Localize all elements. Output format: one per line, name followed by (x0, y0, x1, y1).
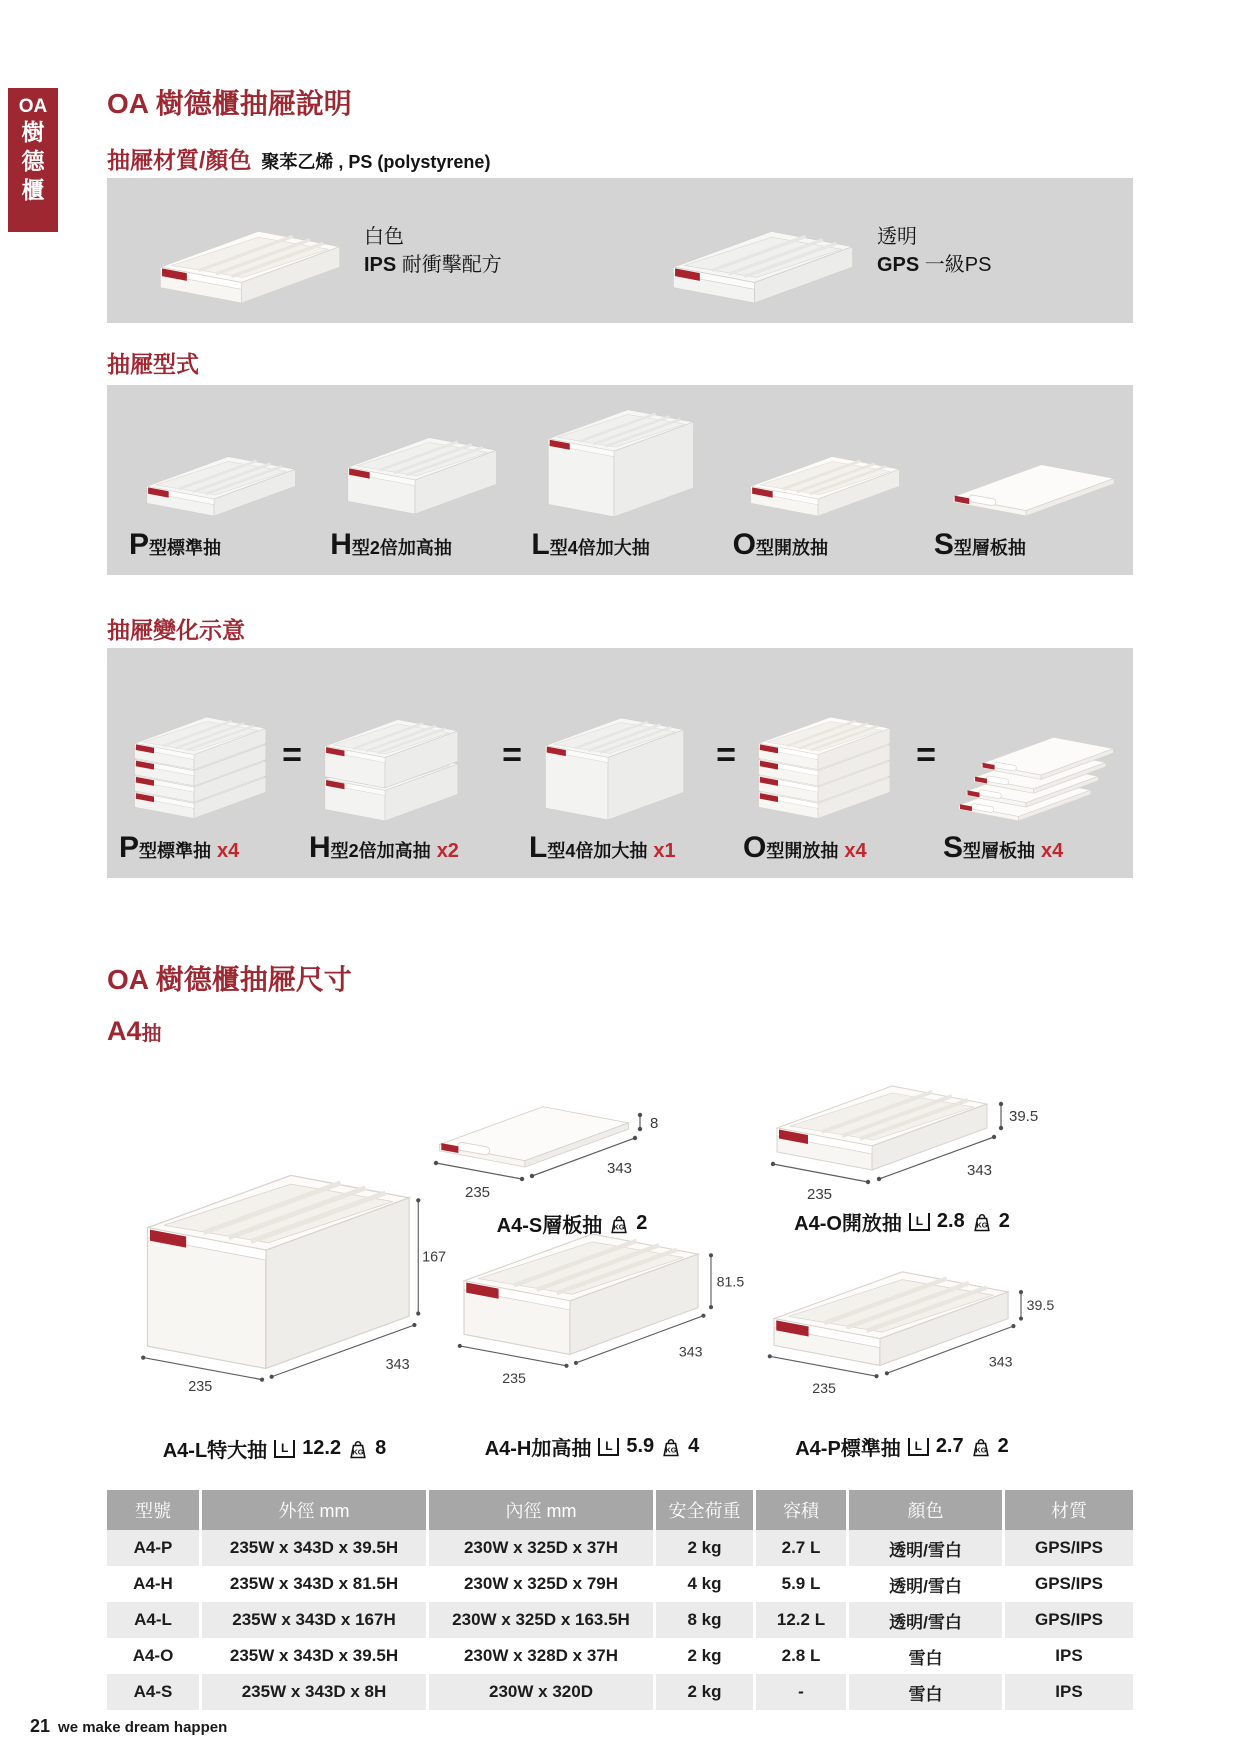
cell-load: 4 kg (656, 1566, 756, 1602)
material-note: 聚苯乙烯 , PS (polystyrene) (261, 152, 491, 172)
cell-color: 雪白 (849, 1674, 1005, 1710)
type-letter: O (732, 528, 756, 561)
type-letter: S (933, 528, 954, 561)
variation-label (119, 831, 239, 865)
type-letter: L (531, 528, 550, 561)
cell-material: GPS/IPS (1005, 1530, 1133, 1566)
type-text: 型層板抽 (953, 538, 1026, 558)
types-band (107, 385, 1133, 575)
dim-width: 235 (465, 1184, 491, 1201)
svg-text:KG: KG (975, 1445, 987, 1455)
equals-sign: = (916, 736, 936, 774)
cell-load: 2 kg (656, 1638, 756, 1674)
liter-icon: L (909, 1213, 930, 1231)
multiplier: x2 (436, 840, 459, 862)
cell-material: GPS/IPS (1005, 1566, 1133, 1602)
a4l-caption (163, 1434, 387, 1463)
equals-sign: = (716, 736, 736, 774)
cell-volume: 2.8 L (756, 1638, 849, 1674)
cell-material: IPS (1005, 1638, 1133, 1674)
liter-value: 2.7 (935, 1435, 964, 1458)
type-image-l (531, 376, 697, 522)
material-band (107, 178, 1133, 323)
variation-label (943, 831, 1063, 865)
figure-name: A4-H加高抽 (484, 1438, 592, 1461)
kg-value: 2 (998, 1210, 1010, 1232)
material-caption-white (364, 223, 502, 279)
cell-color: 透明/雪白 (849, 1566, 1005, 1602)
kg-icon (660, 1435, 682, 1459)
figure-name: A4-L特大抽 (162, 1440, 268, 1462)
dim-depth: 343 (385, 1357, 410, 1374)
variation-item-s (937, 648, 1127, 878)
side-tab-en: OA (18, 96, 48, 117)
kg-icon (970, 1435, 992, 1459)
col-header-model: 型號 (107, 1490, 202, 1530)
clear-drawer-image (652, 186, 857, 314)
cell-inner: 230W x 325D x 163.5H (429, 1602, 656, 1638)
liter-value: 2.8 (936, 1210, 965, 1232)
type-text: 型開放抽 (766, 841, 839, 861)
variation-item-h (303, 648, 501, 878)
cell-material: IPS (1005, 1674, 1133, 1710)
type-text: 型4倍加大抽 (547, 841, 648, 861)
svg-text:KG: KG (665, 1445, 677, 1455)
cell-color: 透明/雪白 (849, 1602, 1005, 1638)
col-header-inner: 內徑 mm (429, 1490, 656, 1530)
figure-a4p (732, 1175, 1072, 1461)
col-header-load: 安全荷重 (656, 1490, 756, 1530)
type-image-o (733, 385, 903, 522)
cell-volume: 12.2 L (756, 1602, 849, 1638)
variation-image-s (943, 648, 1119, 825)
type-letter: L (529, 831, 548, 864)
variation-label (309, 831, 459, 865)
figure-a4l (102, 1095, 447, 1463)
variation-item-l (523, 648, 715, 878)
type-text: 型2倍加高抽 (351, 538, 452, 558)
material-spec-code: GPS (877, 253, 920, 276)
equals-sign: = (282, 736, 302, 774)
cell-material: GPS/IPS (1005, 1602, 1133, 1638)
cell-inner: 230W x 325D x 79H (429, 1566, 656, 1602)
page-number: 21 (30, 1716, 51, 1736)
material-color-name: 白色 (364, 225, 404, 248)
cell-outer: 235W x 343D x 39.5H (202, 1530, 429, 1566)
dim-height: 39.5 (1009, 1108, 1039, 1125)
material-spec (877, 251, 992, 279)
type-item-s (922, 385, 1123, 575)
dim-depth: 343 (988, 1354, 1013, 1371)
dim-height: 81.5 (716, 1274, 745, 1291)
cell-outer: 235W x 343D x 167H (202, 1602, 429, 1638)
multiplier: x4 (844, 840, 867, 862)
type-label (934, 528, 1026, 562)
table-row (107, 1602, 1133, 1638)
type-letter: S (943, 831, 964, 864)
dim-width: 235 (812, 1381, 836, 1398)
liter-value: 5.9 (626, 1435, 655, 1458)
material-spec-rest: 一級PS (919, 253, 992, 276)
svg-text:KG: KG (613, 1222, 625, 1231)
white-drawer-image (139, 186, 344, 314)
type-letter: H (309, 831, 331, 864)
material-spec-rest: 耐衝擊配方 (396, 253, 502, 276)
a4h-caption (485, 1432, 700, 1461)
liter-icon: L (274, 1440, 295, 1458)
kg-value: 4 (688, 1435, 700, 1458)
table-row (107, 1530, 1133, 1566)
material-heading-text: 抽屜材質/顏色 (107, 147, 252, 173)
variation-item-o (737, 648, 915, 878)
material-spec-code: IPS (364, 253, 397, 276)
type-image-s (934, 385, 1118, 522)
svg-text:KG: KG (352, 1447, 364, 1456)
kg-value: 8 (375, 1437, 387, 1459)
variation-heading: 抽屜變化示意 (107, 617, 245, 643)
type-item-p (117, 385, 318, 575)
sizes-title: OA 樹德櫃抽屜尺寸 (107, 964, 352, 995)
spec-table (107, 1490, 1133, 1710)
dim-width: 235 (807, 1186, 833, 1203)
cell-volume: - (756, 1674, 849, 1710)
cell-inner: 230W x 325D x 37H (429, 1530, 656, 1566)
col-header-volume: 容積 (756, 1490, 849, 1530)
liter-icon: L (598, 1438, 619, 1456)
type-text: 型2倍加高抽 (330, 841, 431, 861)
dim-depth: 343 (967, 1162, 993, 1179)
kg-icon (347, 1437, 369, 1461)
material-caption-clear (877, 223, 992, 279)
multiplier: x4 (1041, 840, 1064, 862)
dim-height: 167 (422, 1249, 447, 1266)
table-row (107, 1674, 1133, 1710)
material-item-clear (620, 186, 1133, 314)
dim-height: 8 (650, 1115, 659, 1132)
col-header-material: 材質 (1005, 1490, 1133, 1530)
type-label (733, 528, 828, 562)
dim-depth: 343 (607, 1160, 633, 1177)
size-figures (107, 1055, 1133, 1475)
variation-item-p (113, 648, 281, 878)
dim-width: 235 (502, 1370, 526, 1387)
side-tab (8, 88, 58, 232)
type-letter: O (743, 831, 767, 864)
dim-height: 39.5 (1026, 1298, 1055, 1315)
spec-table-header-row (107, 1490, 1133, 1530)
cell-color: 透明/雪白 (849, 1530, 1005, 1566)
figure-name: A4-O開放抽 (794, 1213, 902, 1235)
type-label (129, 528, 221, 562)
type-image-p (129, 385, 299, 522)
liter-icon: L (908, 1438, 929, 1456)
cell-outer: 235W x 343D x 8H (202, 1674, 429, 1710)
cell-model: A4-P (107, 1530, 202, 1566)
figure-a4h (422, 1175, 762, 1461)
type-item-h (318, 385, 519, 575)
cell-load: 2 kg (656, 1674, 756, 1710)
cell-volume: 2.7 L (756, 1530, 849, 1566)
cell-load: 2 kg (656, 1530, 756, 1566)
cell-color: 雪白 (849, 1638, 1005, 1674)
svg-text:KG: KG (976, 1220, 988, 1229)
type-label (531, 528, 649, 562)
a4p-caption (795, 1432, 1009, 1461)
type-letter: H (330, 528, 352, 561)
cell-model: A4-L (107, 1602, 202, 1638)
type-item-l (519, 385, 720, 575)
variation-image-o (743, 648, 893, 825)
equals-sign: = (502, 736, 522, 774)
sizes-subtitle-sub: 抽 (141, 1023, 162, 1045)
a4p-dimension-image (732, 1175, 1072, 1406)
cell-inner: 230W x 320D (429, 1674, 656, 1710)
type-text: 型層板抽 (963, 841, 1036, 861)
material-item-white (107, 186, 620, 314)
type-label (330, 528, 452, 562)
type-letter: P (129, 528, 150, 561)
type-item-o (721, 385, 922, 575)
type-letter: P (119, 831, 140, 864)
cell-inner: 230W x 328D x 37H (429, 1638, 656, 1674)
footer-tagline: we make dream happen (58, 1719, 228, 1736)
liter-value: 12.2 (302, 1437, 342, 1459)
page-footer (30, 1716, 227, 1737)
type-text: 型標準抽 (149, 538, 222, 558)
side-tab-char-1: 樹 (21, 119, 45, 145)
col-header-color: 顏色 (849, 1490, 1005, 1530)
types-heading: 抽屜型式 (107, 351, 199, 377)
cell-model: A4-H (107, 1566, 202, 1602)
kg-value: 2 (997, 1435, 1009, 1458)
type-text: 型開放抽 (755, 538, 828, 558)
table-row (107, 1566, 1133, 1602)
multiplier: x4 (217, 840, 240, 862)
side-tab-char-2: 德 (21, 148, 45, 174)
type-image-h (330, 385, 500, 522)
cell-load: 8 kg (656, 1602, 756, 1638)
sizes-subtitle-main: A4 (107, 1016, 142, 1046)
variation-image-p (119, 648, 269, 825)
type-text: 型標準抽 (139, 841, 212, 861)
variation-label (743, 831, 867, 865)
sizes-subtitle (107, 1016, 162, 1047)
variation-image-h (309, 648, 461, 825)
kg-value: 2 (636, 1212, 648, 1234)
figure-name: A4-S層板抽 (496, 1215, 603, 1237)
cell-model: A4-S (107, 1674, 202, 1710)
a4l-dimension-image (102, 1095, 447, 1394)
cell-outer: 235W x 343D x 81.5H (202, 1566, 429, 1602)
material-heading (107, 142, 490, 175)
variation-image-l (529, 648, 687, 825)
figure-name: A4-P標準抽 (795, 1438, 901, 1461)
variation-label (529, 831, 676, 865)
material-color-name: 透明 (877, 225, 917, 248)
a4h-dimension-image (422, 1175, 762, 1406)
col-header-outer: 外徑 mm (202, 1490, 429, 1530)
page-title: OA 樹德櫃抽屜說明 (107, 88, 352, 119)
variation-band (107, 648, 1133, 878)
page-content (107, 0, 1133, 1754)
type-text: 型4倍加大抽 (549, 538, 650, 558)
dim-width: 235 (188, 1379, 213, 1394)
cell-model: A4-O (107, 1638, 202, 1674)
material-spec (364, 251, 502, 279)
multiplier: x1 (653, 840, 676, 862)
side-tab-char-3: 櫃 (21, 177, 45, 203)
cell-outer: 235W x 343D x 39.5H (202, 1638, 429, 1674)
dim-depth: 343 (678, 1344, 703, 1361)
table-row (107, 1638, 1133, 1674)
cell-volume: 5.9 L (756, 1566, 849, 1602)
